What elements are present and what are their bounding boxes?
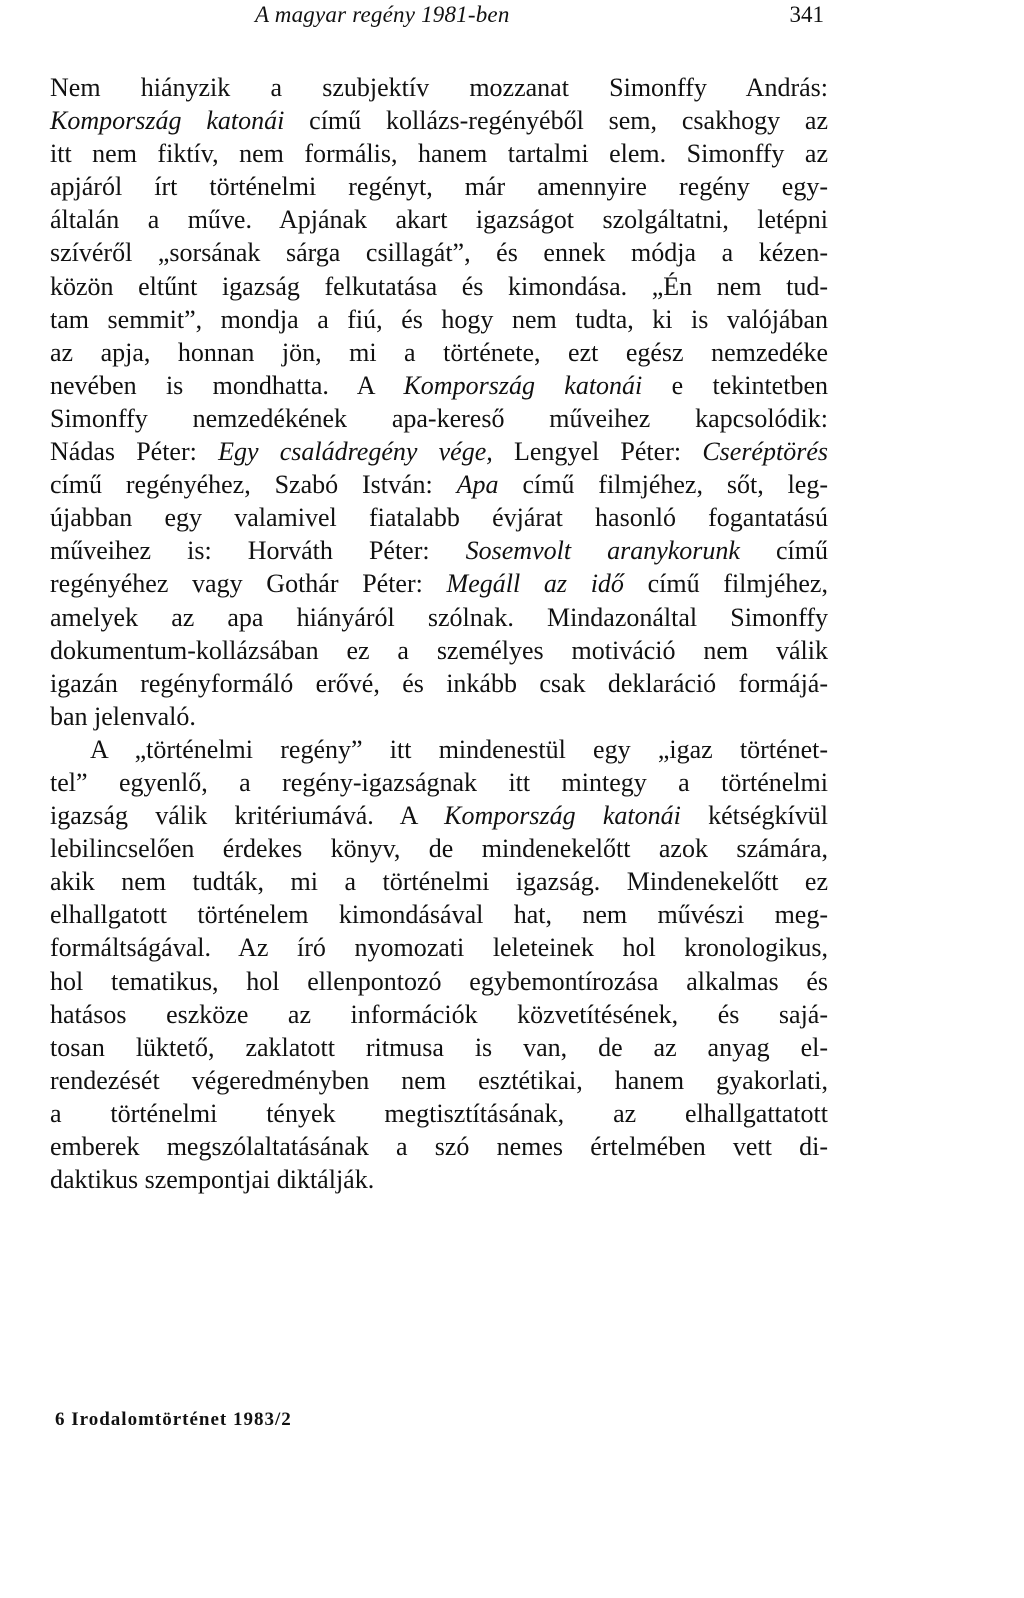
text-line	[50, 270, 828, 303]
text-line	[50, 501, 828, 534]
text-line	[50, 898, 828, 931]
text-line	[50, 601, 828, 634]
text-line	[50, 667, 828, 700]
text-line	[50, 634, 828, 667]
text-run: ban jelenvaló.	[50, 701, 196, 731]
text-run: tam semmit”, mondja a fiú, és hogy nem tudta, ki is valójában	[50, 304, 828, 334]
text-line	[50, 832, 828, 865]
text-run: szívéről „sorsának sárga csillagát”, és ennek módja a kézen-	[50, 238, 828, 268]
italic-title: Kompország katonái	[50, 106, 285, 136]
text-run: a történelmi tények megtisztításának, az elhallgattatott	[50, 1098, 828, 1128]
text-line	[50, 203, 828, 236]
text-run: dokumentum-kollázsában ez a személyes motiváció nem válik	[50, 635, 828, 665]
text-line	[50, 336, 828, 369]
text-run: műveihez is: Horváth Péter:	[50, 536, 466, 566]
text-line	[50, 236, 828, 269]
text-line	[50, 799, 828, 832]
italic-title: Egy családregény vége,	[218, 437, 493, 467]
text-line	[50, 766, 828, 799]
text-run: nevében is mondhatta. A	[50, 370, 404, 400]
text-line	[50, 71, 828, 104]
paragraph	[50, 733, 828, 1196]
text-run: itt nem fiktív, nem formális, hanem tartalmi elem. Simonffy az	[50, 139, 828, 169]
text-run: általán a műve. Apjának akart igazságot szolgáltatni, letépni	[50, 205, 828, 235]
text-run: lebilincselően érdekes könyv, de mindenekelőtt azok számára,	[50, 834, 828, 864]
text-run: című	[739, 536, 828, 566]
text-run: hatásos eszköze az információk közvetítésének, és sajá-	[50, 999, 828, 1029]
italic-title: Kompország katonái	[403, 370, 643, 400]
text-line	[50, 104, 828, 137]
signature-line: 6 Irodalomtörténet 1983/2	[55, 1409, 292, 1430]
text-line	[50, 1031, 828, 1064]
text-line	[50, 435, 828, 468]
text-run: apjáról írt történelmi regényt, már amennyire regény egy-	[50, 172, 828, 202]
text-line	[50, 733, 828, 766]
text-line	[50, 931, 828, 964]
text-line	[50, 468, 828, 501]
text-run: daktikus szempontjai diktálják.	[50, 1165, 375, 1195]
text-run: közön eltűnt igazság felkutatása és kimondása. „Én nem tud-	[50, 271, 828, 301]
text-run: kétségkívül	[680, 801, 829, 831]
text-run: amelyek az apa hiányáról szólnak. Mindazonáltal Simonffy	[50, 602, 828, 632]
text-run: emberek megszólaltatásának a szó nemes értelmében vett di-	[50, 1132, 828, 1161]
text-run: című kollázs-regényéből sem, csakhogy az	[284, 106, 828, 136]
text-run: az apja, honnan jön, mi a története, ezt egész nemzedéke	[50, 337, 828, 367]
italic-title: Kompország katonái	[444, 801, 681, 831]
italic-title: Megáll az idő	[446, 569, 624, 599]
italic-title: Apa	[456, 470, 499, 500]
text-run: Simonffy nemzedékének apa-kereső műveihez kapcsolódik:	[50, 403, 828, 433]
text-line	[50, 1130, 828, 1163]
document-page	[50, 0, 828, 1598]
text-run: e tekintetben	[642, 370, 828, 400]
text-line	[50, 402, 828, 435]
text-line	[50, 1064, 828, 1097]
text-run: elhallgatott történelem kimondásával hat, nem művészi meg-	[50, 900, 828, 930]
text-run: formáltságával. Az író nyomozati leleteinek hol kronologikus,	[50, 933, 828, 963]
text-run: újabban egy valamivel fiatalabb évjárat hasonló fogantatású	[50, 503, 828, 533]
text-run: regényéhez vagy Gothár Péter:	[50, 569, 447, 599]
text-line	[50, 965, 828, 998]
text-line	[50, 137, 828, 170]
page-number: 341	[789, 2, 824, 27]
running-title: A magyar regény 1981-ben	[255, 2, 510, 27]
italic-title: Sosemvolt aranykorunk	[465, 536, 740, 566]
text-line	[50, 534, 828, 567]
text-run: című filmjéhez, sőt, leg-	[498, 470, 828, 500]
text-run: hol tematikus, hol ellenpontozó egybemontírozása alkalmas és	[50, 966, 828, 996]
italic-title: Cseréptörés	[702, 437, 828, 467]
body-text	[50, 71, 828, 1196]
text-run: rendezését végeredményben nem esztétikai, hanem gyakorlati,	[50, 1065, 828, 1095]
text-line	[50, 1163, 828, 1196]
text-line	[50, 303, 828, 336]
text-run: igazság válik kritériumává. A	[50, 801, 445, 831]
text-line	[50, 998, 828, 1031]
text-run: akik nem tudták, mi a történelmi igazság. Mindenekelőtt ez	[50, 867, 828, 897]
text-run: igazán regényformáló erővé, és inkább csak deklaráció formájá-	[50, 668, 828, 698]
text-run: tosan lüktető, zaklatott ritmusa is van, de az anyag el-	[50, 1032, 828, 1062]
text-line	[50, 700, 828, 733]
text-run: című filmjéhez,	[623, 569, 828, 599]
paragraph	[50, 71, 828, 733]
text-line	[50, 567, 828, 600]
text-line	[50, 865, 828, 898]
text-line	[50, 170, 828, 203]
text-line	[50, 369, 828, 402]
text-run: A „történelmi regény” itt mindenestül egy „igaz történet-	[90, 734, 828, 764]
text-run: tel” egyenlő, a regény-igazságnak itt mintegy a történelmi	[50, 767, 828, 797]
running-head	[50, 2, 828, 38]
text-run: Lengyel Péter:	[492, 437, 703, 467]
text-run: című regényéhez, Szabó István:	[50, 470, 457, 500]
text-run: Nem hiányzik a szubjektív mozzanat Simonffy András:	[50, 73, 828, 102]
text-run: Nádas Péter:	[50, 437, 219, 467]
text-line	[50, 1097, 828, 1130]
